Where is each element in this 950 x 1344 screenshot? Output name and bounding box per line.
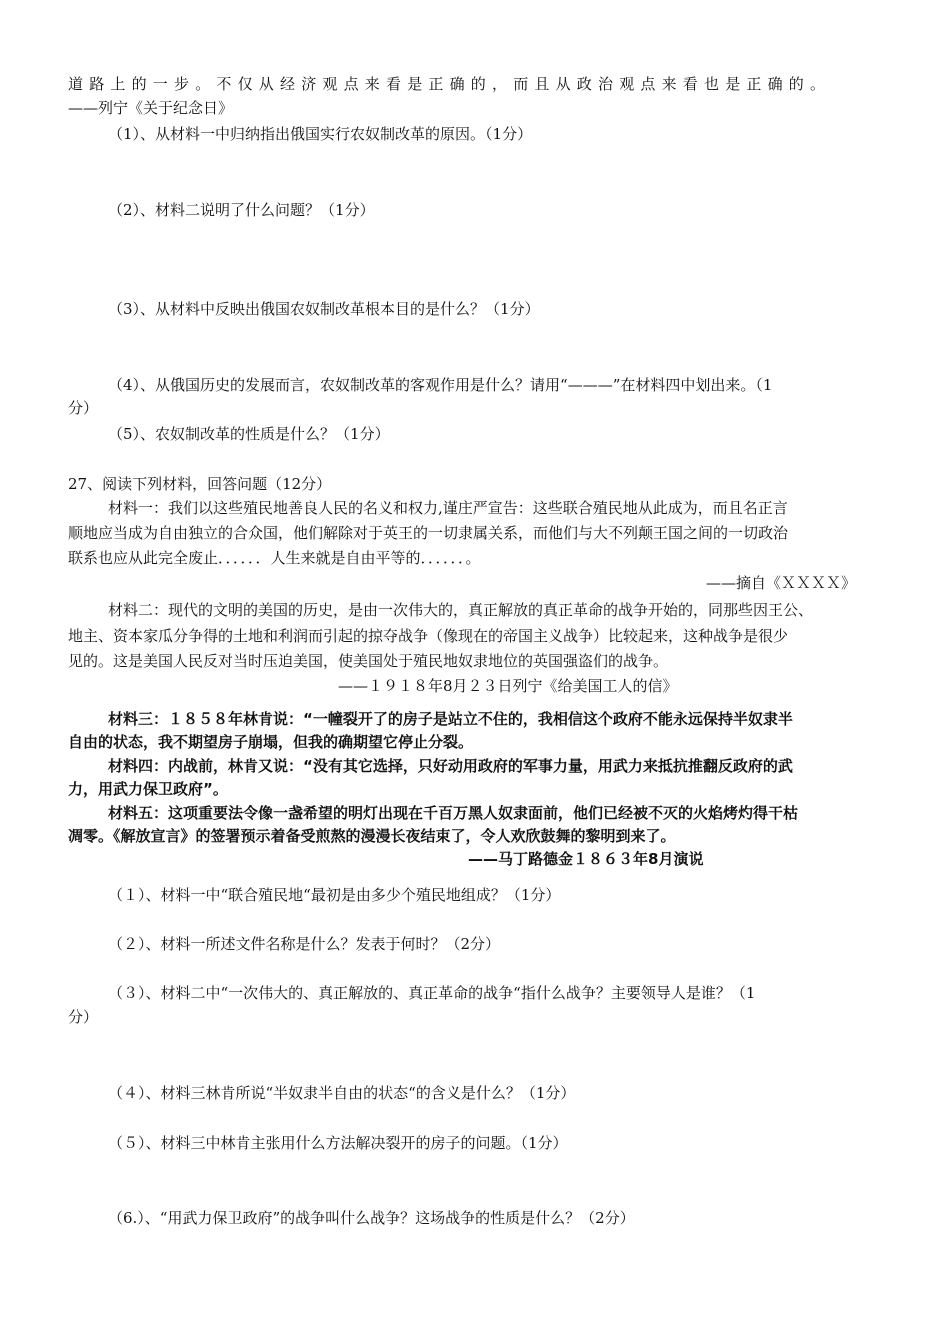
- q27-m5-line-2: 凋零。《解放宣言》的签署预示着备受煎熬的漫漫长夜结束了，令人欢欣鼓舞的黎明到来了。: [68, 827, 676, 845]
- q27-heading: 27、阅读下列材料，回答问题（12分）: [68, 475, 332, 493]
- q27-m2-source: ——１９１８年8月２３日列宁《给美国工人的信》: [338, 677, 678, 695]
- material4-tail-text: 道路上的一步。不仅从经济观点来看是正确的，而且从政治观点来看也是正确的。: [68, 75, 832, 93]
- q27-m2-line-3: 见的。这是美国人民反对当时压迫美国，使美国处于殖民地奴隶地位的英国强盗们的战争。: [68, 652, 669, 670]
- q27-m5-source: ——马丁路德金１８６３年8月演说: [468, 850, 704, 868]
- q26-question-1: （1）、从材料一中归纳指出俄国实行农奴制改革的原因。（1分）: [108, 125, 533, 143]
- q27-question-2: （２）、材料一所述文件名称是什么？发表于何时？（2分）: [108, 935, 501, 953]
- q27-question-1: （１）、材料一中“联合殖民地“最初是由多少个殖民地组成？（1分）: [108, 886, 561, 904]
- q27-m1-line-2: 顺地应当成为自由独立的合众国，他们解除对于英王的一切隶属关系，而他们与大不列颠王国之间的一切政治: [68, 524, 789, 542]
- q27-m2-line-2: 地主、资本家瓜分争得的土地和利润而引起的掠夺战争（像现在的帝国主义战争）比较起来，这种战争是很少: [68, 627, 789, 645]
- q27-m3-line-2: 自由的状态，我不期望房子崩塌，但我的确期望它停止分裂。: [68, 733, 474, 751]
- q27-m4-line-2: 力，用武力保卫政府”。: [68, 780, 228, 798]
- q27-m3-line-1: 材料三：１８５８年林肯说：“一幢裂开了的房子是站立不住的，我相信这个政府不能永远保持半奴隶半: [108, 710, 793, 728]
- q27-question-3-cont: 分）: [68, 1008, 99, 1026]
- q27-question-4: （４）、材料三林肯所说“半奴隶半自由的状态“的含义是什么？（1分）: [108, 1084, 576, 1102]
- q26-question-4: （4）、从俄国历史的发展而言，农奴制改革的客观作用是什么？请用“———”在材料四中划出来。（1: [108, 376, 773, 394]
- q27-question-3: （３）、材料二中“一次伟大的、真正解放的、真正革命的战争“指什么战争？主要领导人是谁？（1: [108, 984, 756, 1002]
- q27-m1-line-3: 联系也应从此完全废止．．．．．．人生来就是自由平等的．．．．．．。: [68, 549, 481, 567]
- q27-m1-line-1: 材料一：我们以这些殖民地善良人民的名义和权力,谨庄严宣告：这些联合殖民地从此成为，而且名正言: [108, 499, 788, 517]
- material4-source: ——列宁《关于纪念日》: [68, 99, 234, 117]
- q26-question-3: （3）、从材料中反映出俄国农奴制改革根本目的是什么？（1分）: [108, 300, 540, 318]
- q27-m5-line-1: 材料五：这项重要法令像一盏希望的明灯出现在千百万黑人奴隶面前，他们已经被不灭的火焰烤灼得干枯: [108, 804, 799, 822]
- q26-question-2: （2）、材料二说明了什么问题？（1分）: [108, 201, 375, 219]
- q27-m4-line-1: 材料四：内战前，林肯又说：“没有其它选择，只好动用政府的军事力量，用武力来抵抗推翻反政府的武: [108, 757, 793, 775]
- q27-question-6: （6.）、“用武力保卫政府”的战争叫什么战争？这场战争的性质是什么？（2分）: [108, 1209, 635, 1227]
- q26-question-4-cont: 分）: [68, 399, 99, 417]
- q27-m2-line-1: 材料二：现代的文明的美国的历史，是由一次伟大的，真正解放的真正革命的战争开始的，同那些因王公、: [108, 601, 814, 619]
- q27-question-5: （５）、材料三中林肯主张用什么方法解决裂开的房子的问题。（1分）: [108, 1134, 568, 1152]
- q27-m1-source: ——摘自《ＸＸＸＸ》: [706, 574, 857, 592]
- q26-question-5: （5）、农奴制改革的性质是什么？（1分）: [108, 425, 390, 443]
